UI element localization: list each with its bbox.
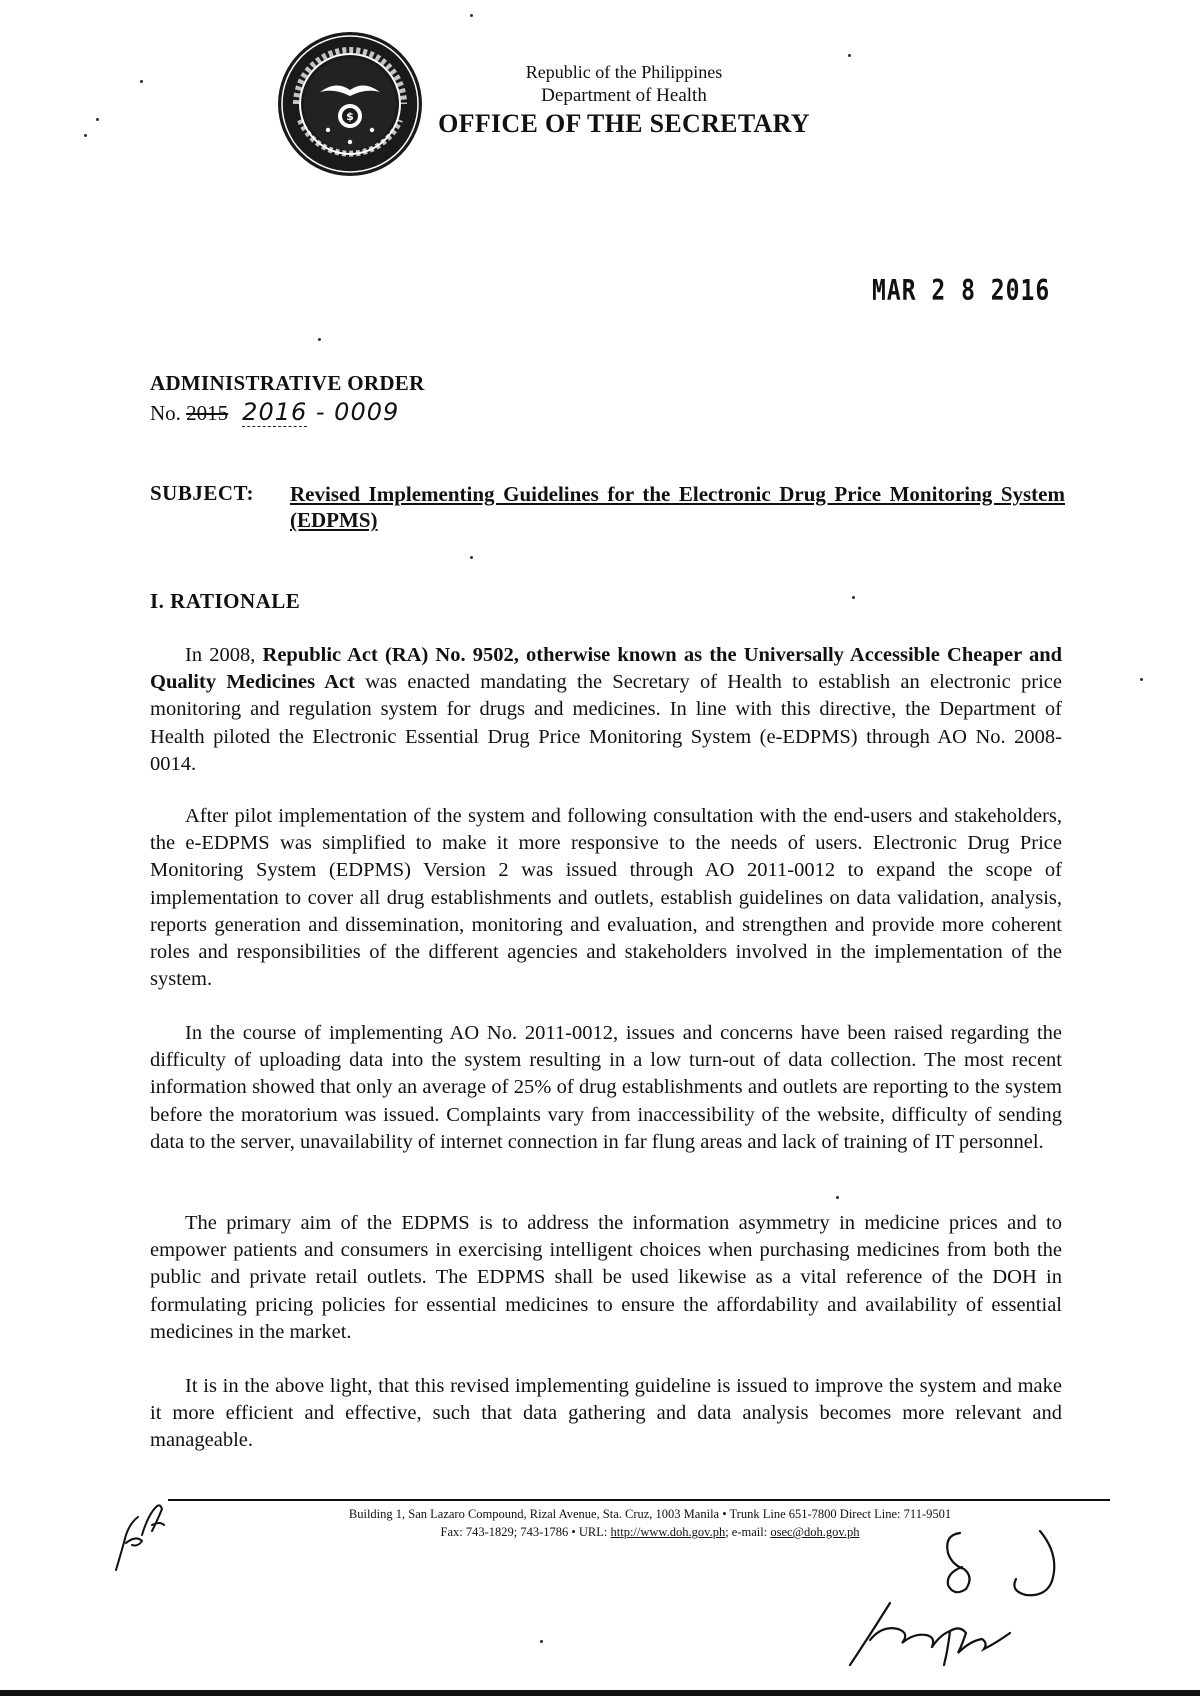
- scan-speck: [836, 1196, 839, 1199]
- order-number: [150, 398, 399, 426]
- paragraph-4: The primary aim of the EDPMS is to address the information asymmetry in medicine prices and to empower patients and consumers in exercising intelligent choices when purchasing medicines from both the public and private retail outlets. The EDPMS shall be used likewise as a vital reference of the DOH in formulating pricing policies for essential medicines to ensure the affordability and availability of essential medicines in the market.: [150, 1212, 1062, 1343]
- doh-seal-icon: [276, 30, 424, 178]
- scan-speck: [470, 556, 473, 559]
- order-number-prefix: No.: [150, 401, 187, 425]
- scan-speck: [540, 1640, 543, 1643]
- department-line: Department of Health: [541, 84, 707, 106]
- paragraph-1-bold: Republic Act (RA) No. 9502, otherwise known as the Universally Accessible Cheaper and Quality Medicines Act: [150, 644, 1063, 694]
- scan-speck: [318, 338, 321, 341]
- republic-line: Republic of the Philippines: [525, 62, 723, 82]
- date-stamp: MAR 2 8 2016: [872, 275, 1051, 308]
- order-number-handwritten: [242, 398, 399, 426]
- order-number-struck: 2015: [186, 401, 229, 425]
- footer-line-1: Building 1, San Lazaro Compound, Rizal Avenue, Sta. Cruz, 1003 Manila • Trunk Line 651-7800 Direct Line: 711-9501: [348, 1507, 952, 1521]
- paragraph-1-prefix: In 2008,: [185, 644, 263, 666]
- scan-speck: [96, 118, 99, 121]
- subject-text: Revised Implementing Guidelines for the Electronic Drug Price Monitoring System (EDPMS): [290, 482, 1065, 533]
- footer-email-link[interactable]: osec@doh.gov.ph: [770, 1525, 860, 1539]
- svg-text:$: $: [346, 110, 354, 123]
- footer-url-link[interactable]: http://www.doh.gov.ph: [610, 1525, 726, 1539]
- paragraph-5: It is in the above light, that this revised implementing guideline is issued to improve the system and make it more efficient and effective, such that data gathering and data analysis becomes more relevant and manageable.: [150, 1375, 1062, 1452]
- handwritten-initials-icon: [108, 1495, 178, 1575]
- paragraph-1: [150, 642, 1062, 778]
- scan-speck: [140, 80, 143, 83]
- office-line: OFFICE OF THE SECRETARY: [438, 108, 810, 138]
- footer-fax: Fax: 743-1829; 743-1786 • URL:: [440, 1525, 611, 1539]
- footer-divider: [168, 1499, 1110, 1501]
- order-title: ADMINISTRATIVE ORDER: [150, 371, 425, 395]
- footer-email-label: ; e-mail:: [725, 1525, 771, 1539]
- scan-speck: [848, 54, 851, 57]
- scan-speck: [84, 134, 87, 137]
- paragraph-2: After pilot implementation of the system and following consultation with the end-users and stakeholders, the e-EDPMS was simplified to make it more responsive to the needs of users. Electronic Drug Price Monitoring System (EDPMS) Version 2 was issued through AO 2011-0012 to expand the scope of implementation to cover all drug establishments and outlets, establish guidelines on data validation, analysis, reports generation and dissemination, monitoring and evaluation, and strengthen and provide more coherent roles and responsibilities of the different agencies and stakeholders involved in the implementation of the system.: [150, 805, 1062, 991]
- scan-speck: [852, 596, 855, 599]
- scan-speck: [1140, 678, 1143, 681]
- subject-label: SUBJECT:: [150, 481, 254, 505]
- scan-speck: [470, 14, 473, 17]
- letterhead: [434, 62, 814, 138]
- order-number-suffix: - 0009: [307, 398, 400, 426]
- section-heading-rationale: I. RATIONALE: [150, 589, 301, 613]
- scan-bottom-edge: [0, 1690, 1200, 1696]
- order-number-year: 2016: [242, 398, 308, 426]
- paragraph-3: In the course of implementing AO No. 2011-0012, issues and concerns have been raised regarding the difficulty of uploading data into the system resulting in a low turn-out of data collection. The most recent information showed that only an average of 25% of drug establishments and outlets are reporting to the system before the moratorium was issued. Complaints vary from inaccessibility of the website, difficulty of sending data to the server, unavailability of internet connection in far flung areas and lack of training of IT personnel.: [150, 1022, 1062, 1153]
- paragraph-1-rest: was enacted mandating the Secretary of Health to establish an electronic price monitoring and regulation system for drugs and medicines. In line with this directive, the Department of Health piloted the Electronic Essential Drug Price Monitoring System (e-EDPMS) through AO No. 2008-0014.: [150, 671, 1063, 775]
- handwritten-signature-icon: [840, 1525, 1070, 1675]
